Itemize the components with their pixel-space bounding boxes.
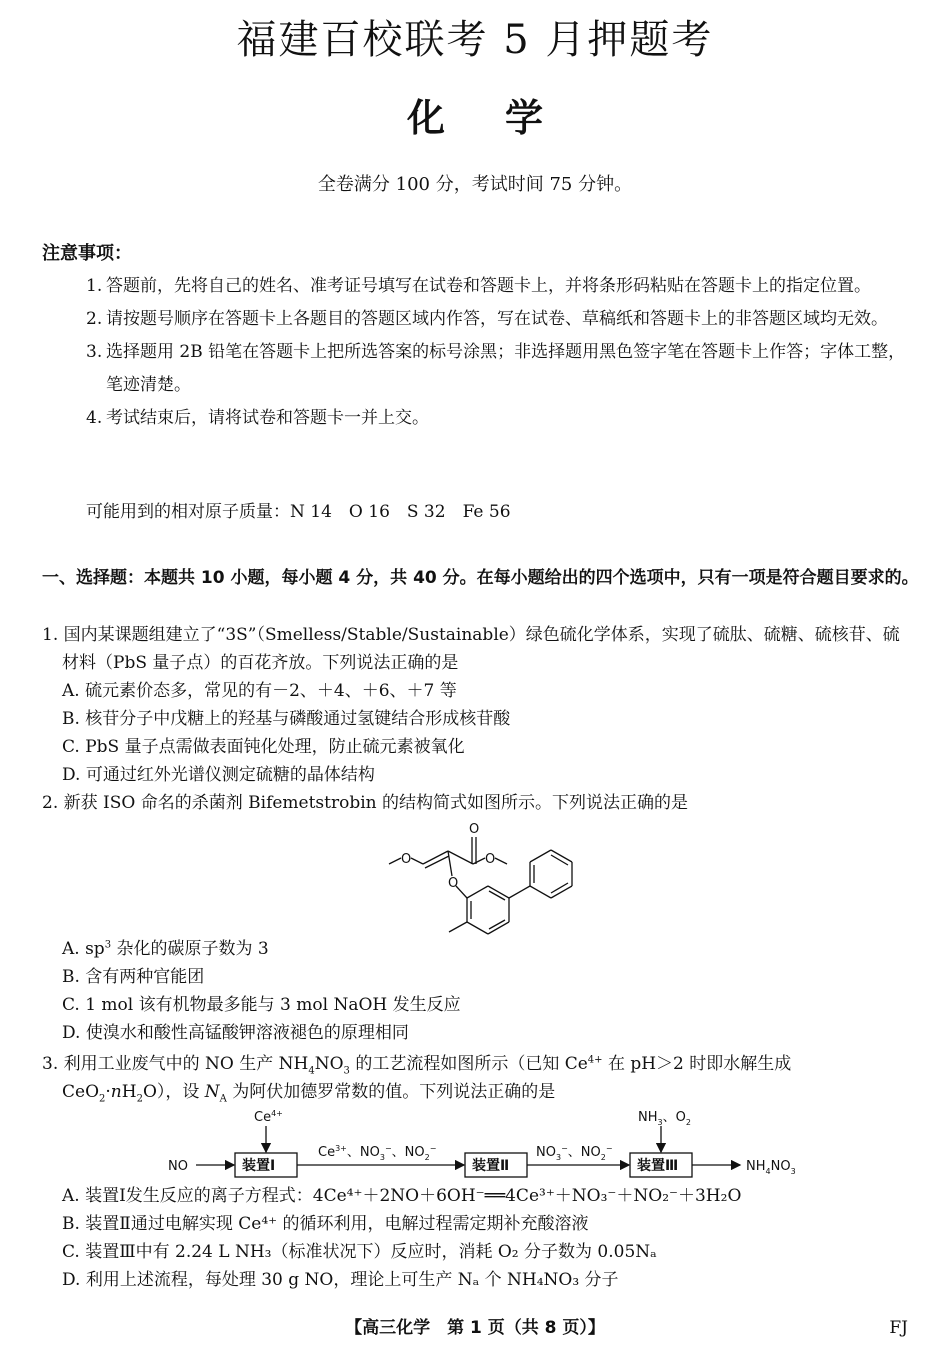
notice-item: 4. 考试结束后，请将试卷和答题卡一并上交。	[86, 408, 429, 428]
feed-3-label: $NH_3$、$O_2$	[638, 1110, 691, 1127]
option-d: D. 可通过红外光谱仪测定硫糖的晶体结构	[62, 765, 375, 785]
notice-list	[86, 270, 910, 435]
device-1-label: 装置Ⅰ	[242, 1158, 276, 1174]
question-2	[42, 789, 912, 817]
option-a: A. 硫元素价态多，常见的有－2、＋4、＋6、＋7 等	[62, 681, 457, 701]
question-2-options	[42, 935, 912, 1047]
notice-item: 3. 选择题用 2B 铅笔在答题卡上把所选答案的标号涂黑；非选择题用黑色签字笔在答题卡上作答；字体工整，笔迹清楚。	[86, 342, 906, 395]
option-b: B. 装置Ⅱ通过电解实现 Ce⁴⁺ 的循环利用，电解过程需定期补充酸溶液	[62, 1214, 589, 1234]
feed-1-label: $Ce^{4+}$	[254, 1109, 283, 1125]
question-3-options	[42, 1182, 912, 1294]
option-b: B. 含有两种官能团	[62, 967, 205, 987]
oxygen-label: O	[401, 852, 412, 867]
notice-heading: 注意事项：	[42, 243, 132, 264]
subject-title: 化学	[406, 96, 603, 140]
option-d: D. 使溴水和酸性高锰酸钾溶液褪色的原理相同	[62, 1023, 409, 1043]
flow-output-label: $NH_4NO_3$	[746, 1159, 796, 1176]
question-stem: 1. 国内某课题组建立了“3S”（Smelless/Stable/Sustainable）绿色硫化学体系，实现了硫肽、硫糖、硫核苷、硫材料（PbS 量子点）的百花齐放。下列说法正确的是	[42, 625, 900, 673]
flow-input-label: NO	[168, 1159, 188, 1174]
notice-item: 2. 请按题号顺序在答题卡上各题目的答题区域内作答，写在试卷、草稿纸和答题卡上的非答题区域均无效。	[86, 309, 888, 329]
option-d: D. 利用上述流程，每处理 30 g NO，理论上可生产 Nₐ 个 NH₄NO₃ 分子	[62, 1270, 619, 1290]
atomic-masses: 可能用到的相对原子质量：N 14 O 16 S 32 Fe 56	[86, 502, 511, 522]
mid-1-label: $Ce^{3+}$、$NO_3^-$、$NO_2^-$	[318, 1144, 437, 1162]
option-a: A. $sp^3$ 杂化的碳原子数为 3	[62, 939, 269, 959]
option-a: A. 装置Ⅰ发生反应的离子方程式：4Ce⁴⁺＋2NO＋6OH⁻══4Ce³⁺＋NO₃⁻＋NO₂⁻＋3H₂O	[62, 1186, 742, 1206]
option-b: B. 核苷分子中戊糖上的羟基与磷酸通过氢键结合形成核苷酸	[62, 709, 511, 729]
option-c: C. 装置Ⅲ中有 2.24 L NH₃（标准状况下）反应时，消耗 O₂ 分子数为 0.05Nₐ	[62, 1242, 657, 1262]
exam-title: 福建百校联考 5 月押题考	[236, 17, 714, 63]
oxygen-label: O	[485, 852, 496, 867]
exam-info: 全卷满分 100 分，考试时间 75 分钟。	[317, 174, 633, 195]
question-stem: 3. 利用工业废气中的 NO 生产 $NH_4NO_3$ 的工艺流程如图所示（已知 $Ce^{4+}$ 在 pH＞2 时即水解生成 $CeO_2\cdot nH_2O$），设 $N_A$ 为阿伏加德罗常数的值。下列说法正确的是	[42, 1054, 792, 1105]
question-1	[42, 621, 912, 789]
question-3	[42, 1050, 912, 1106]
oxygen-label: O	[469, 822, 480, 837]
page-footer: 【高三化学 第 1 页（共 8 页）】	[345, 1318, 605, 1338]
device-3-label: 装置Ⅲ	[637, 1158, 679, 1174]
notice-item: 1. 答题前，先将自己的姓名、准考证号填写在试卷和答题卡上，并将条形码粘贴在答题卡上的指定位置。	[86, 276, 871, 296]
section-heading: 一、选择题：本题共 10 小题，每小题 4 分，共 40 分。在每小题给出的四个选项中，只有一项是符合题目要求的。	[42, 568, 919, 588]
process-flow-diagram	[160, 1104, 820, 1184]
question-stem: 2. 新获 ISO 命名的杀菌剂 Bifemetstrobin 的结构简式如图所示。下列说法正确的是	[42, 793, 689, 813]
option-c: C. PbS 量子点需做表面钝化处理，防止硫元素被氧化	[62, 737, 465, 757]
device-2-label: 装置Ⅱ	[472, 1158, 510, 1174]
molecule-structure	[385, 818, 585, 936]
mid-2-label: $NO_3^-$、$NO_2^-$	[536, 1144, 613, 1162]
oxygen-label: O	[448, 876, 459, 891]
option-c: C. 1 mol 该有机物最多能与 3 mol NaOH 发生反应	[62, 995, 461, 1015]
region-code: FJ	[889, 1318, 908, 1338]
